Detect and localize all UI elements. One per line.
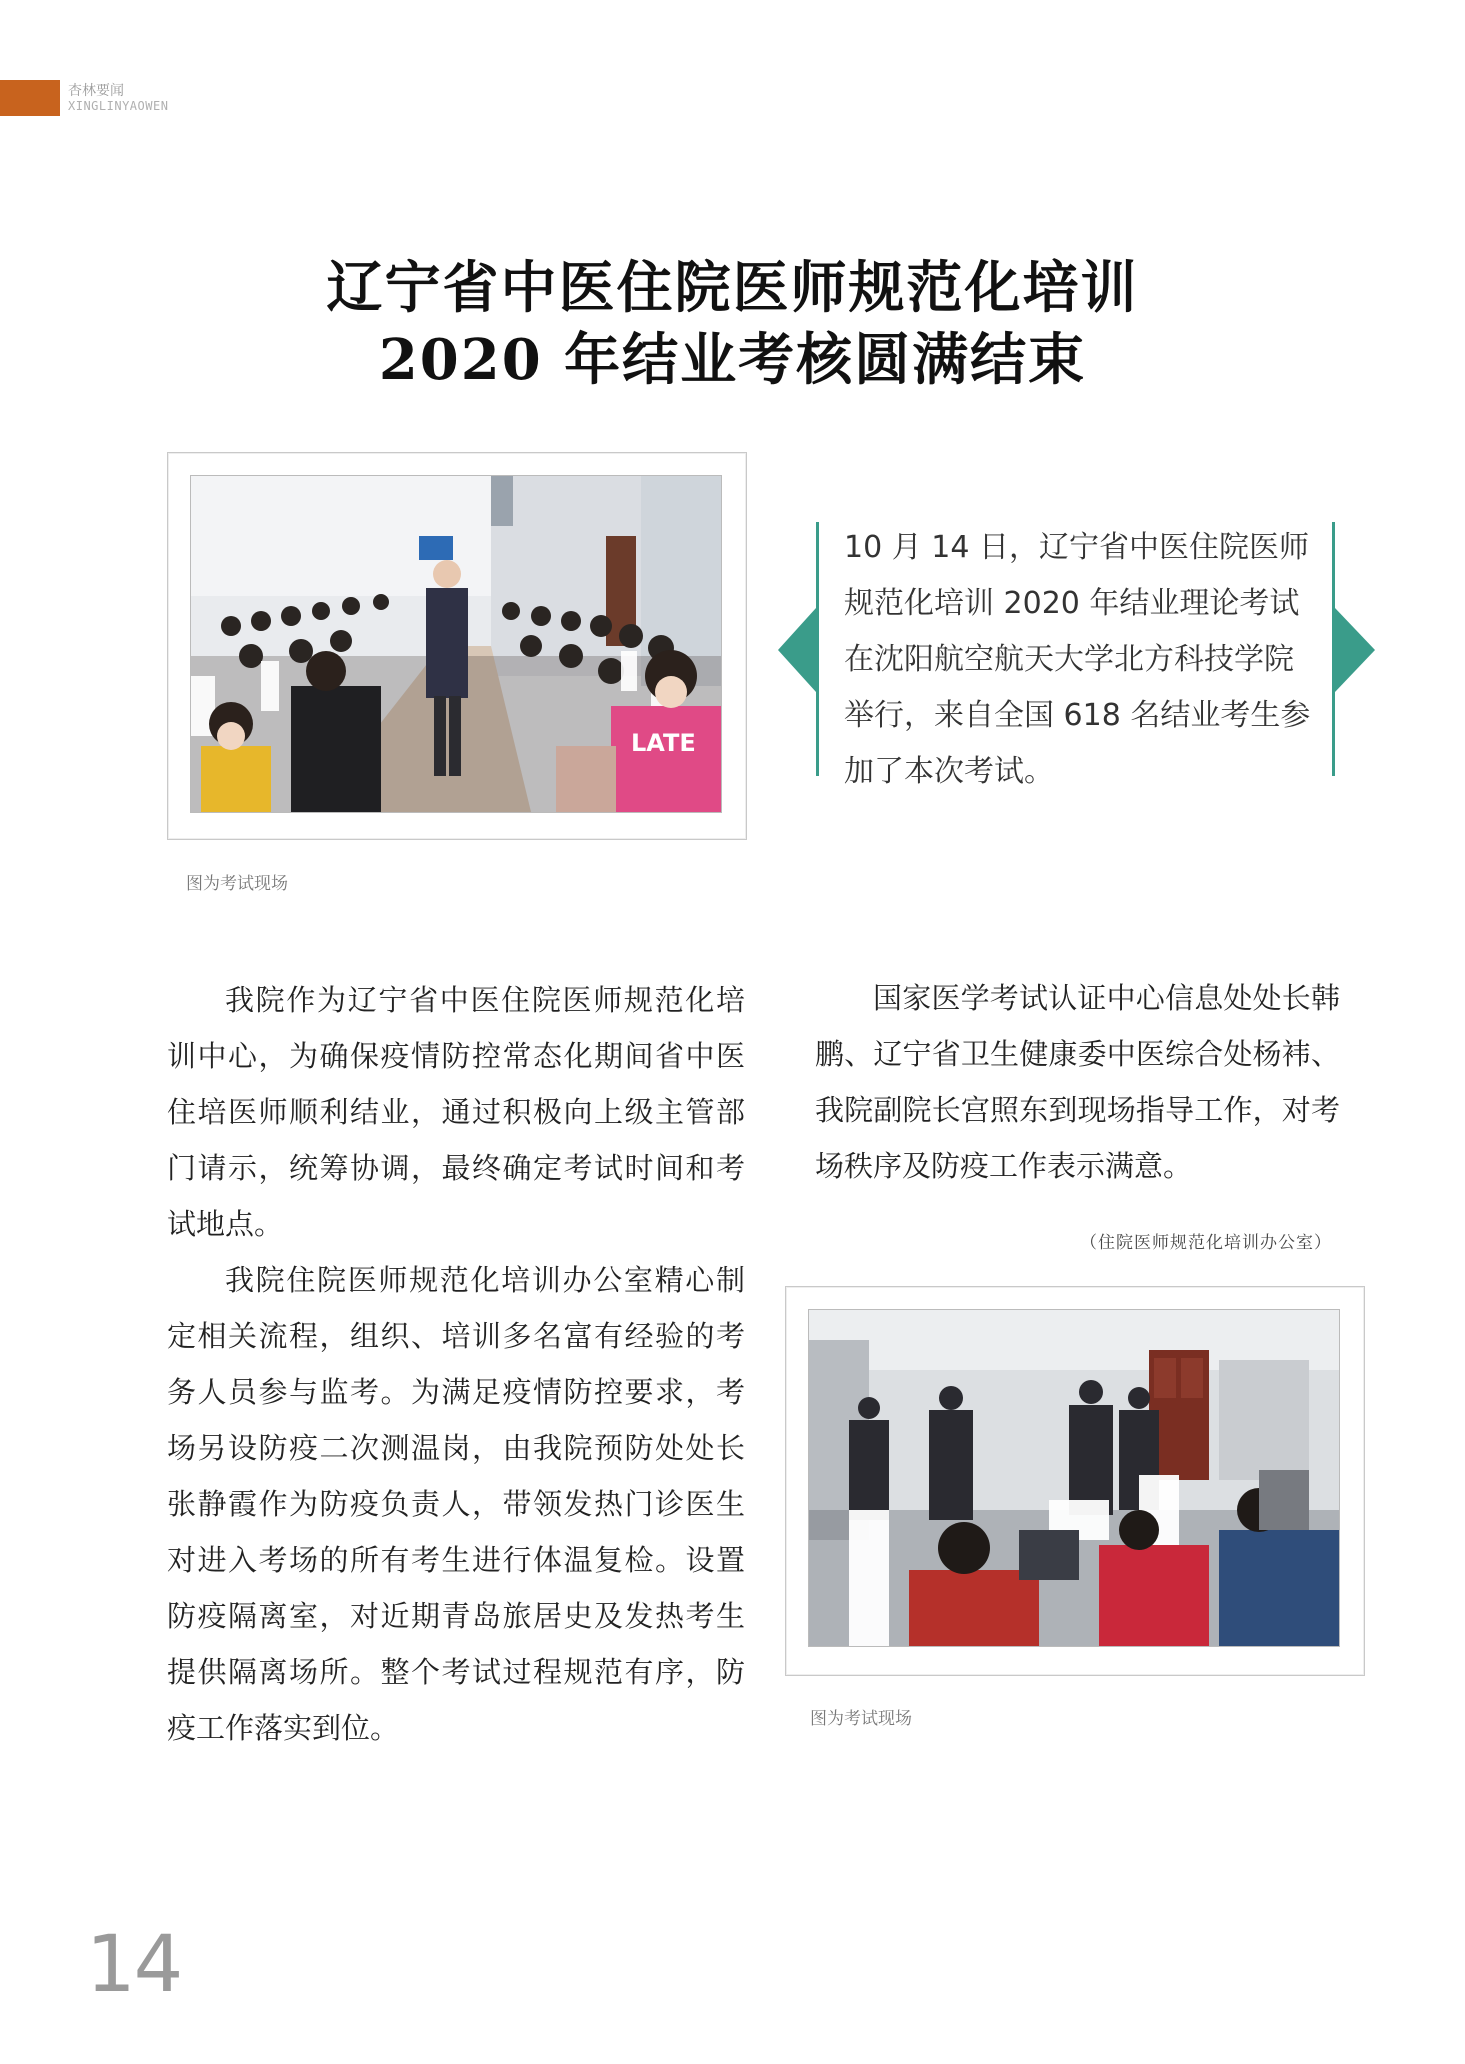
section-accent-bar [0,80,60,116]
callout-box [778,512,1338,789]
callout-left-arrow-icon [778,608,816,692]
photo1-frame [167,452,747,840]
page-number: 14 [86,1920,182,2010]
exam-room-photo-1 [190,475,722,813]
left-column [167,972,745,1756]
exam-room-photo-2 [808,1309,1340,1647]
photo2-frame [785,1286,1365,1676]
section-label-cn: 杏林要闻 [68,83,124,99]
right-column [815,970,1340,1194]
photo2-caption: 图为考试现场 [810,1709,912,1729]
callout-right-arrow-icon [1335,608,1375,692]
paragraph-1: 我院作为辽宁省中医住院医师规范化培训中心，为确保疫情防控常态化期间省中医住培医师顺利结业，通过积极向上级主管部门请示，统筹协调，最终确定考试时间和考试地点。 [167,983,745,1241]
section-label-en: XINGLINYAOWEN [68,99,169,113]
paragraph-3: 国家医学考试认证中心信息处处长韩鹏、辽宁省卫生健康委中医综合处杨袆、我院副院长宫照东到现场指导工作，对考场秩序及防疫工作表示满意。 [815,981,1340,1183]
callout-text: 10 月 14 日，辽宁省中医住院医师规范化培训 2020 年结业理论考试在沈阳航空航天大学北方科技学院举行，来自全国 618 名结业考生参加了本次考试。 [844,530,1311,789]
svg-text:LATE: LATE [631,729,696,757]
paragraph-2: 我院住院医师规范化培训办公室精心制定相关流程，组织、培训多名富有经验的考务人员参与监考。为满足疫情防控要求，考场另设防疫二次测温岗，由我院预防处处长张静霞作为防疫负责人，带领发热门诊医生对进入考场的所有考生进行体温复检。设置防疫隔离室，对近期青岛旅居史及发热考生提供隔离场所。整个考试过程规范有序，防疫工作落实到位。 [167,1263,745,1745]
author-credit: （住院医师规范化培训办公室） [1080,1233,1332,1253]
photo1-caption: 图为考试现场 [186,874,288,894]
callout-left-bar [816,522,819,776]
article-title-line1: 辽宁省中医住院医师规范化培训 [326,255,1139,321]
article-title-line2: 2020 年结业考核圆满结束 [378,327,1087,393]
